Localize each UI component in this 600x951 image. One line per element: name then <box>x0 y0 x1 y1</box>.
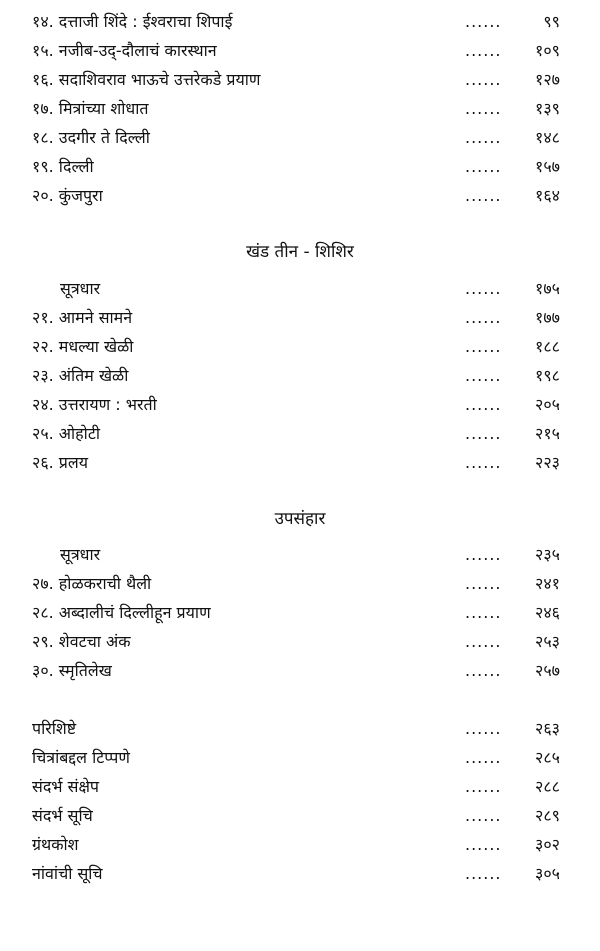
toc-entry <box>0 154 600 180</box>
entry-title: २९. शेवटचा अंक <box>32 632 131 651</box>
leader-dots: ...... <box>465 864 502 883</box>
leader-dots: ...... <box>465 545 502 564</box>
entry-title: १६. सदाशिवराव भाऊचे उत्तरेकडे प्रयाण <box>32 70 261 89</box>
toc-entry <box>0 571 600 597</box>
page-number: २८५ <box>535 748 560 767</box>
leader-dots: ...... <box>465 777 502 796</box>
page-number: १५७ <box>535 157 560 176</box>
leader-dots: ...... <box>465 12 502 31</box>
leader-dots: ...... <box>465 186 502 205</box>
leader-dots: ...... <box>465 424 502 443</box>
page-number: १३९ <box>535 99 560 118</box>
page-number: १४८ <box>535 128 560 147</box>
entry-title: सूत्रधार <box>60 279 101 298</box>
leader-dots: ...... <box>465 41 502 60</box>
toc-entry <box>0 9 600 35</box>
toc-entry <box>0 276 600 302</box>
page-number: ३०२ <box>535 835 560 854</box>
entry-title: १८. उदगीर ते दिल्ली <box>32 128 150 147</box>
leader-dots: ...... <box>465 806 502 825</box>
entry-title: १९. दिल्ली <box>32 157 94 176</box>
toc-entry <box>0 125 600 151</box>
leader-dots: ...... <box>465 157 502 176</box>
entry-title: २५. ओहोटी <box>32 424 101 443</box>
leader-dots: ...... <box>465 603 502 622</box>
toc-entry <box>0 542 600 568</box>
toc-entry <box>0 392 600 418</box>
page-number: १७५ <box>535 279 560 298</box>
entry-title: १४. दत्ताजी शिंदे : ईश्वराचा शिपाई <box>32 12 233 31</box>
entry-title: १७. मित्रांच्या शोधात <box>32 99 149 118</box>
leader-dots: ...... <box>465 308 502 327</box>
page-number: १०९ <box>535 41 560 60</box>
toc-entry <box>0 363 600 389</box>
section-heading: उपसंहार <box>274 509 326 529</box>
page-number: १६४ <box>535 186 560 205</box>
toc-entry <box>0 421 600 447</box>
leader-dots: ...... <box>465 574 502 593</box>
section-heading: खंड तीन - शिशिर <box>246 242 354 262</box>
page-number: २६३ <box>535 719 560 738</box>
entry-title: नांवांची सूचि <box>32 864 103 883</box>
entry-title: ग्रंथकोश <box>32 835 79 854</box>
toc-entry <box>0 334 600 360</box>
leader-dots: ...... <box>465 128 502 147</box>
leader-dots: ...... <box>465 719 502 738</box>
entry-title: चित्रांबद्दल टिप्पणे <box>32 748 130 767</box>
entry-title: २१. आमने सामने <box>32 308 133 327</box>
leader-dots: ...... <box>465 366 502 385</box>
toc-entry <box>0 658 600 684</box>
toc-entry <box>0 861 600 887</box>
entry-title: १५. नजीब-उद्-दौलाचं कारस्थान <box>32 41 217 60</box>
entry-title: २०. कुंजपुरा <box>32 186 103 205</box>
page-number: १२७ <box>535 70 560 89</box>
leader-dots: ...... <box>465 632 502 651</box>
toc-entry <box>0 832 600 858</box>
toc-entry <box>0 745 600 771</box>
entry-title: संदर्भ संक्षेप <box>32 777 100 796</box>
toc-entry <box>0 183 600 209</box>
entry-title: संदर्भ सूचि <box>32 806 93 825</box>
entry-title: २६. प्रलय <box>32 453 89 472</box>
entry-title: २८. अब्दालीचं दिल्लीहून प्रयाण <box>32 603 211 622</box>
toc-entry <box>0 67 600 93</box>
toc-entry <box>0 803 600 829</box>
entry-title: २४. उत्तरायण : भरती <box>32 395 157 414</box>
leader-dots: ...... <box>465 453 502 472</box>
leader-dots: ...... <box>465 279 502 298</box>
toc-entry <box>0 629 600 655</box>
page-number: २८९ <box>535 806 560 825</box>
page-number: २०५ <box>535 395 560 414</box>
entry-title: सूत्रधार <box>60 545 101 564</box>
toc-entry <box>0 600 600 626</box>
page-number: २४६ <box>535 603 560 622</box>
page-number: २५३ <box>535 632 560 651</box>
leader-dots: ...... <box>465 70 502 89</box>
toc-entry <box>0 305 600 331</box>
page-number: २१५ <box>535 424 560 443</box>
leader-dots: ...... <box>465 748 502 767</box>
entry-title: २२. मधल्या खेळी <box>32 337 134 356</box>
page-number: २४१ <box>535 574 560 593</box>
page-number: ९९ <box>543 12 560 31</box>
toc-entry <box>0 774 600 800</box>
page-number: २३५ <box>535 545 560 564</box>
leader-dots: ...... <box>465 337 502 356</box>
leader-dots: ...... <box>465 835 502 854</box>
leader-dots: ...... <box>465 661 502 680</box>
entry-title: परिशिष्टे <box>32 719 77 738</box>
entry-title: ३०. स्मृतिलेख <box>32 661 112 680</box>
toc-entry <box>0 450 600 476</box>
leader-dots: ...... <box>465 395 502 414</box>
page-number: १७७ <box>535 308 560 327</box>
leader-dots: ...... <box>465 99 502 118</box>
page-number: २५७ <box>535 661 560 680</box>
page-number: ३०५ <box>535 864 560 883</box>
page-number: १९८ <box>535 366 560 385</box>
toc-entry <box>0 716 600 742</box>
page-number: १८८ <box>535 337 560 356</box>
toc-entry <box>0 96 600 122</box>
page-number: २२३ <box>535 453 560 472</box>
entry-title: २७. होळकराची थैली <box>32 574 152 593</box>
entry-title: २३. अंतिम खेळी <box>32 366 129 385</box>
toc-entry <box>0 38 600 64</box>
page-number: २८८ <box>535 777 560 796</box>
